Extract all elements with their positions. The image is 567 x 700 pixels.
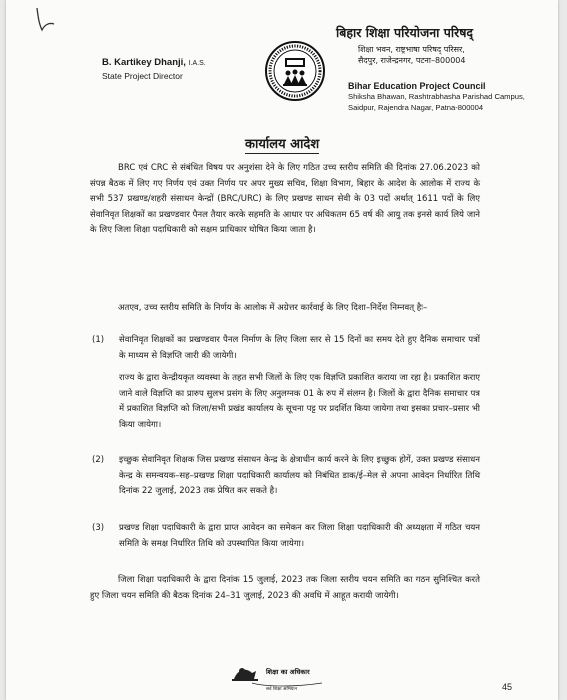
- council-emblem-icon: [264, 40, 326, 102]
- address-english: [348, 92, 546, 113]
- paragraph-closing: जिला शिक्षा पदाधिकारी के द्वारा दिनांक 15 जुलाई, 2023 तक जिला स्तरीय चयन समिति का गठन सुनिश्चित करते हुए जिला चयन समिति की बैठक दिनांक 24–31 जुलाई, 2023 की अवधि में आहूत करायी जायेगी।: [90, 575, 480, 601]
- address-english-line-1: Shiksha Bhawan, Rashtrabhasha Parishad Campus,: [348, 92, 525, 101]
- document-page: [6, 0, 558, 700]
- item-3-text: प्रखण्ड शिक्षा पदाधिकारी के द्वारा प्राप्त आवेदन का समेकन कर जिला शिक्षा पदाधिकारी की अध्यक्षता में गठित चयन समिति के समक्ष निर्धारित तिथि को उपस्थापित किया जायेगा।: [119, 523, 480, 549]
- item-1-subtext: राज्य के द्वारा केन्द्रीयकृत व्यवस्था के तहत सभी जिलों के लिए एक विज्ञप्ति प्रकाशित कराया जा रहा है। प्रकाशित कराए जाने वाले विज्ञप्ति का प्रारुप सुलभ प्रसंग के लिए अनुलग्नक 01 के रुप में संलग्न है। जिलों के द्वारा दैनिक समाचार पत्र में प्रकाशित विज्ञप्ति को जिला/सभी प्रखंड कार्यालय के सूचना पट्ट पर प्रदर्शित किया जायेगा तथा इसका प्रचार–प्रसार भी किया जायेगा।: [119, 373, 480, 430]
- page-number: 45: [502, 682, 513, 692]
- rte-emblem-icon: [226, 663, 336, 691]
- item-3-number: (3): [92, 523, 105, 533]
- officer-block: [102, 57, 252, 81]
- office-order-title: कार्यालय आदेश: [245, 134, 319, 154]
- pen-mark-icon: [34, 6, 56, 32]
- address-hindi-line-2: सैदपुर, राजेन्द्रनगर, पटना–800004: [358, 56, 466, 65]
- item-1-text: सेवानिवृत शिक्षकों का प्रखण्डवार पैनल निर्माण के लिए जिला स्तर से 15 दिनों का समय देते हुए दैनिक समाचार पत्रों के माध्यम से विज्ञप्ति जारी की जायेगी।: [119, 335, 480, 361]
- officer-suffix: I.A.S.: [188, 60, 206, 67]
- address-hindi-line-1: शिक्षा भवन, राष्ट्रभाषा परिषद् परिसर,: [358, 45, 465, 54]
- council-block: [326, 24, 546, 113]
- right-to-education-logo: [226, 663, 336, 691]
- council-name-english: Bihar Education Project Council: [348, 81, 486, 91]
- address-english-line-2: Saidpur, Rajendra Nagar, Patna-800004: [348, 102, 484, 112]
- rte-logo-top-text: शिक्षा का अधिकार: [266, 668, 310, 676]
- officer-designation: State Project Director: [102, 71, 183, 81]
- item-2-text: इच्छुक सेवानिवृत शिक्षक जिस प्रखण्ड संसाधन केन्द्र के क्षेत्राधीन कार्य करने के लिए इच्छुक होगें, उक्त प्रखण्ड संसाधन केन्द्र के समन्वयक–सह–प्रखण्ड शिक्षा पदाधिकारी कार्यालय को निबंधित डाक/ई–मेल से अपना आवेदन निर्धारित तिथि दिनांक 22 जुलाई, 2023 तक प्रेषित कर सकते है।: [119, 455, 480, 497]
- address-hindi: [358, 44, 546, 66]
- paragraph-intro: BRC एवं CRC से संबंधित विषय पर अनुशंसा देने के लिए गठित उच्च स्तरीय समिति की दिनांक 27.06.2023 को संपन्न बैठक में लिए गए निर्णय एवं उक्त निर्णय पर अपर मुख्य सचिव, शिक्षा विभाग, बिहार के आदेश के आलोक में राज्य के सभी 537 प्रखण्ड/शहरी संसाधन केन्द्रों (BRC/URC) के लिए प्रखण्ड साधन सेवी के 03 पदों अर्थात् 1611 पदों के लिए सेवानिवृत शिक्षकों का प्रखण्डवार पैनल तैयार करके सहमति के आधार पर अधिकतम 65 वर्ष की आयु तक इनसे कार्य लिये जाने के लिए जिला शिक्षा पदाधिकारी को सक्षम प्राधिकार घोषित किया जाता है।: [90, 163, 480, 236]
- rte-logo-bottom-text: सर्व शिक्षा अभियान: [266, 687, 298, 691]
- officer-name: [102, 57, 252, 68]
- item-1-number: (1): [92, 335, 105, 345]
- paragraph-directions: अतएव, उच्च स्तरीय समिति के निर्णय के आलोक में अग्रेत्तर कार्रवाई के लिए दिशा–निर्देश निम्नवत् हैः–: [118, 303, 428, 313]
- council-name-hindi: बिहार शिक्षा परियोजना परिषद्: [336, 25, 474, 40]
- officer-name-text: B. Kartikey Dhanji,: [102, 57, 186, 68]
- item-2-number: (2): [92, 455, 105, 465]
